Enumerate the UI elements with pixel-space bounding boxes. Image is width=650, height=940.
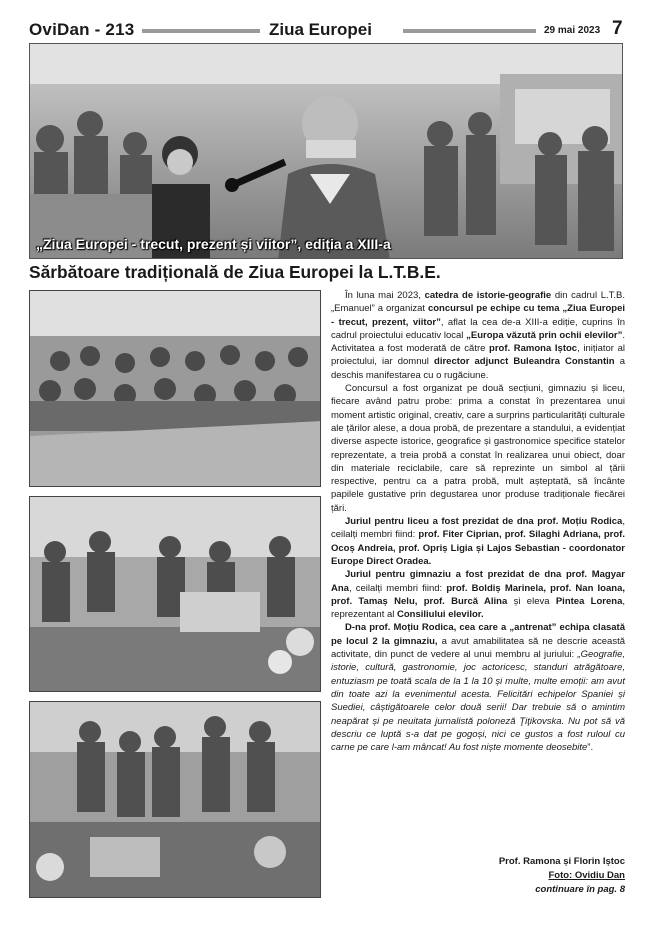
publication-title: OviDan - 213 — [29, 20, 135, 39]
article-paragraph-1: În luna mai 2023, catedra de istorie-geografie din cadrul L.T.B. „Emanuel” a organizat concursul pe echipe cu tema „Ziua Europei - trecut, prezent, viitor”, aflat la cea de-a XIII-a ediție, cuprins în cadrul proiectului educativ local „Europa văzută prin ochii elevilor”. Activitatea a fost moderată de către prof. Ramona Iștoc, inițiator al proiectului, iar domnul director adjunct Buleandra Constantin a deschis manifestarea cu o rugăciune. — [331, 290, 626, 381]
photo-audience — [29, 290, 321, 487]
article-paragraph-5: D-na prof. Moțiu Rodica, cea care a „antrenat” echipa clasată pe locul 2 la gimnaziu, a avut amabilitatea să ne descrie această activitate, din punct de vedere al unui membru al juriului: „Geografie, istorie, cultură, gastronomie, joc actoricesc, standuri atrăgătoare, entuziasm pe toată scala de la 1 la 10 și multe, multe emoții: am avut din toate azi la evenimentul acesta. Felicitări echipelor Spaniei și Suediei, câștigătoarele celor două serii! Dar trebuie să o amintim neapărat și pe neuitata jurnalistă poloneză Ţiţikovska. Nu pot să vă descriu ce luptă s-a dat pe gogoși, nici ce gustos a fost ruloul cu carne pe care l-am mâncat! Au fost niște momente deosebite”. — [331, 622, 625, 754]
photo-stand — [29, 496, 321, 692]
header-rule-left — [142, 29, 260, 33]
article-paragraph-3: Juriul pentru liceu a fost prezidat de dna prof. Moțiu Rodica, ceilalți membri fiind: prof. Fiter Ciprian, prof. Silaghi Adriana, prof. Ocoș Andreia, prof. Opriș Ligia și Lajos Sebastian - coordonator Europe Direct Oradea. — [331, 516, 625, 567]
top-photo-caption: „Ziua Europei - trecut, prezent și viitor”, ediția a XIII-a — [36, 236, 391, 252]
issue-date: 29 mai 2023 — [544, 25, 601, 36]
article-headline: Sărbătoare tradițională de Ziua Europei la L.T.B.E. — [29, 262, 441, 282]
article-authors: Prof. Ramona și Florin Iștoc — [498, 856, 625, 867]
top-photo-image — [30, 44, 623, 259]
top-photo — [29, 43, 623, 259]
photo-team — [29, 701, 321, 898]
page-header — [29, 18, 625, 42]
section-title: Ziua Europei — [269, 20, 372, 39]
article-paragraph-2: Concursul a fost organizat pe două secțiuni, gimnaziu și liceu, fiecare având patru probe: prima a constat în prezentarea unui moment artistic original, creativ, care a surprins particularități culturale ale țărilor alese, a doua probă, de prezentare a standului, a evidențiat diverse aspecte istorice, geografice și gastronomice specifice statelor reprezentate, a treia probă a constat în realizarea unui obiect, doar din materiale reciclabile, care să reprezinte un simbol al țării respective, pentru ca a patra probă, mult așteptată, să încânte papilele gustative prin degustarea unor produse tradiționale fiecărei țări. — [331, 383, 625, 514]
header-rule-right — [403, 29, 536, 33]
article-paragraph-4: Juriul pentru gimnaziu a fost prezidat de dna prof. Magyar Ana, ceilalți membri fiind: prof. Boldiș Marinela, prof. Nan Ioana, prof. Tamaș Nelu, prof. Burcă Alina și eleva Pintea Lorena, reprezentant al Consiliului elevilor. — [331, 569, 625, 621]
photo-credit: Foto: Ovidiu Dan — [548, 870, 625, 881]
page-number: 7 — [612, 18, 623, 39]
continued-note: continuare în pag. 8 — [535, 884, 625, 895]
article-body — [331, 289, 625, 754]
